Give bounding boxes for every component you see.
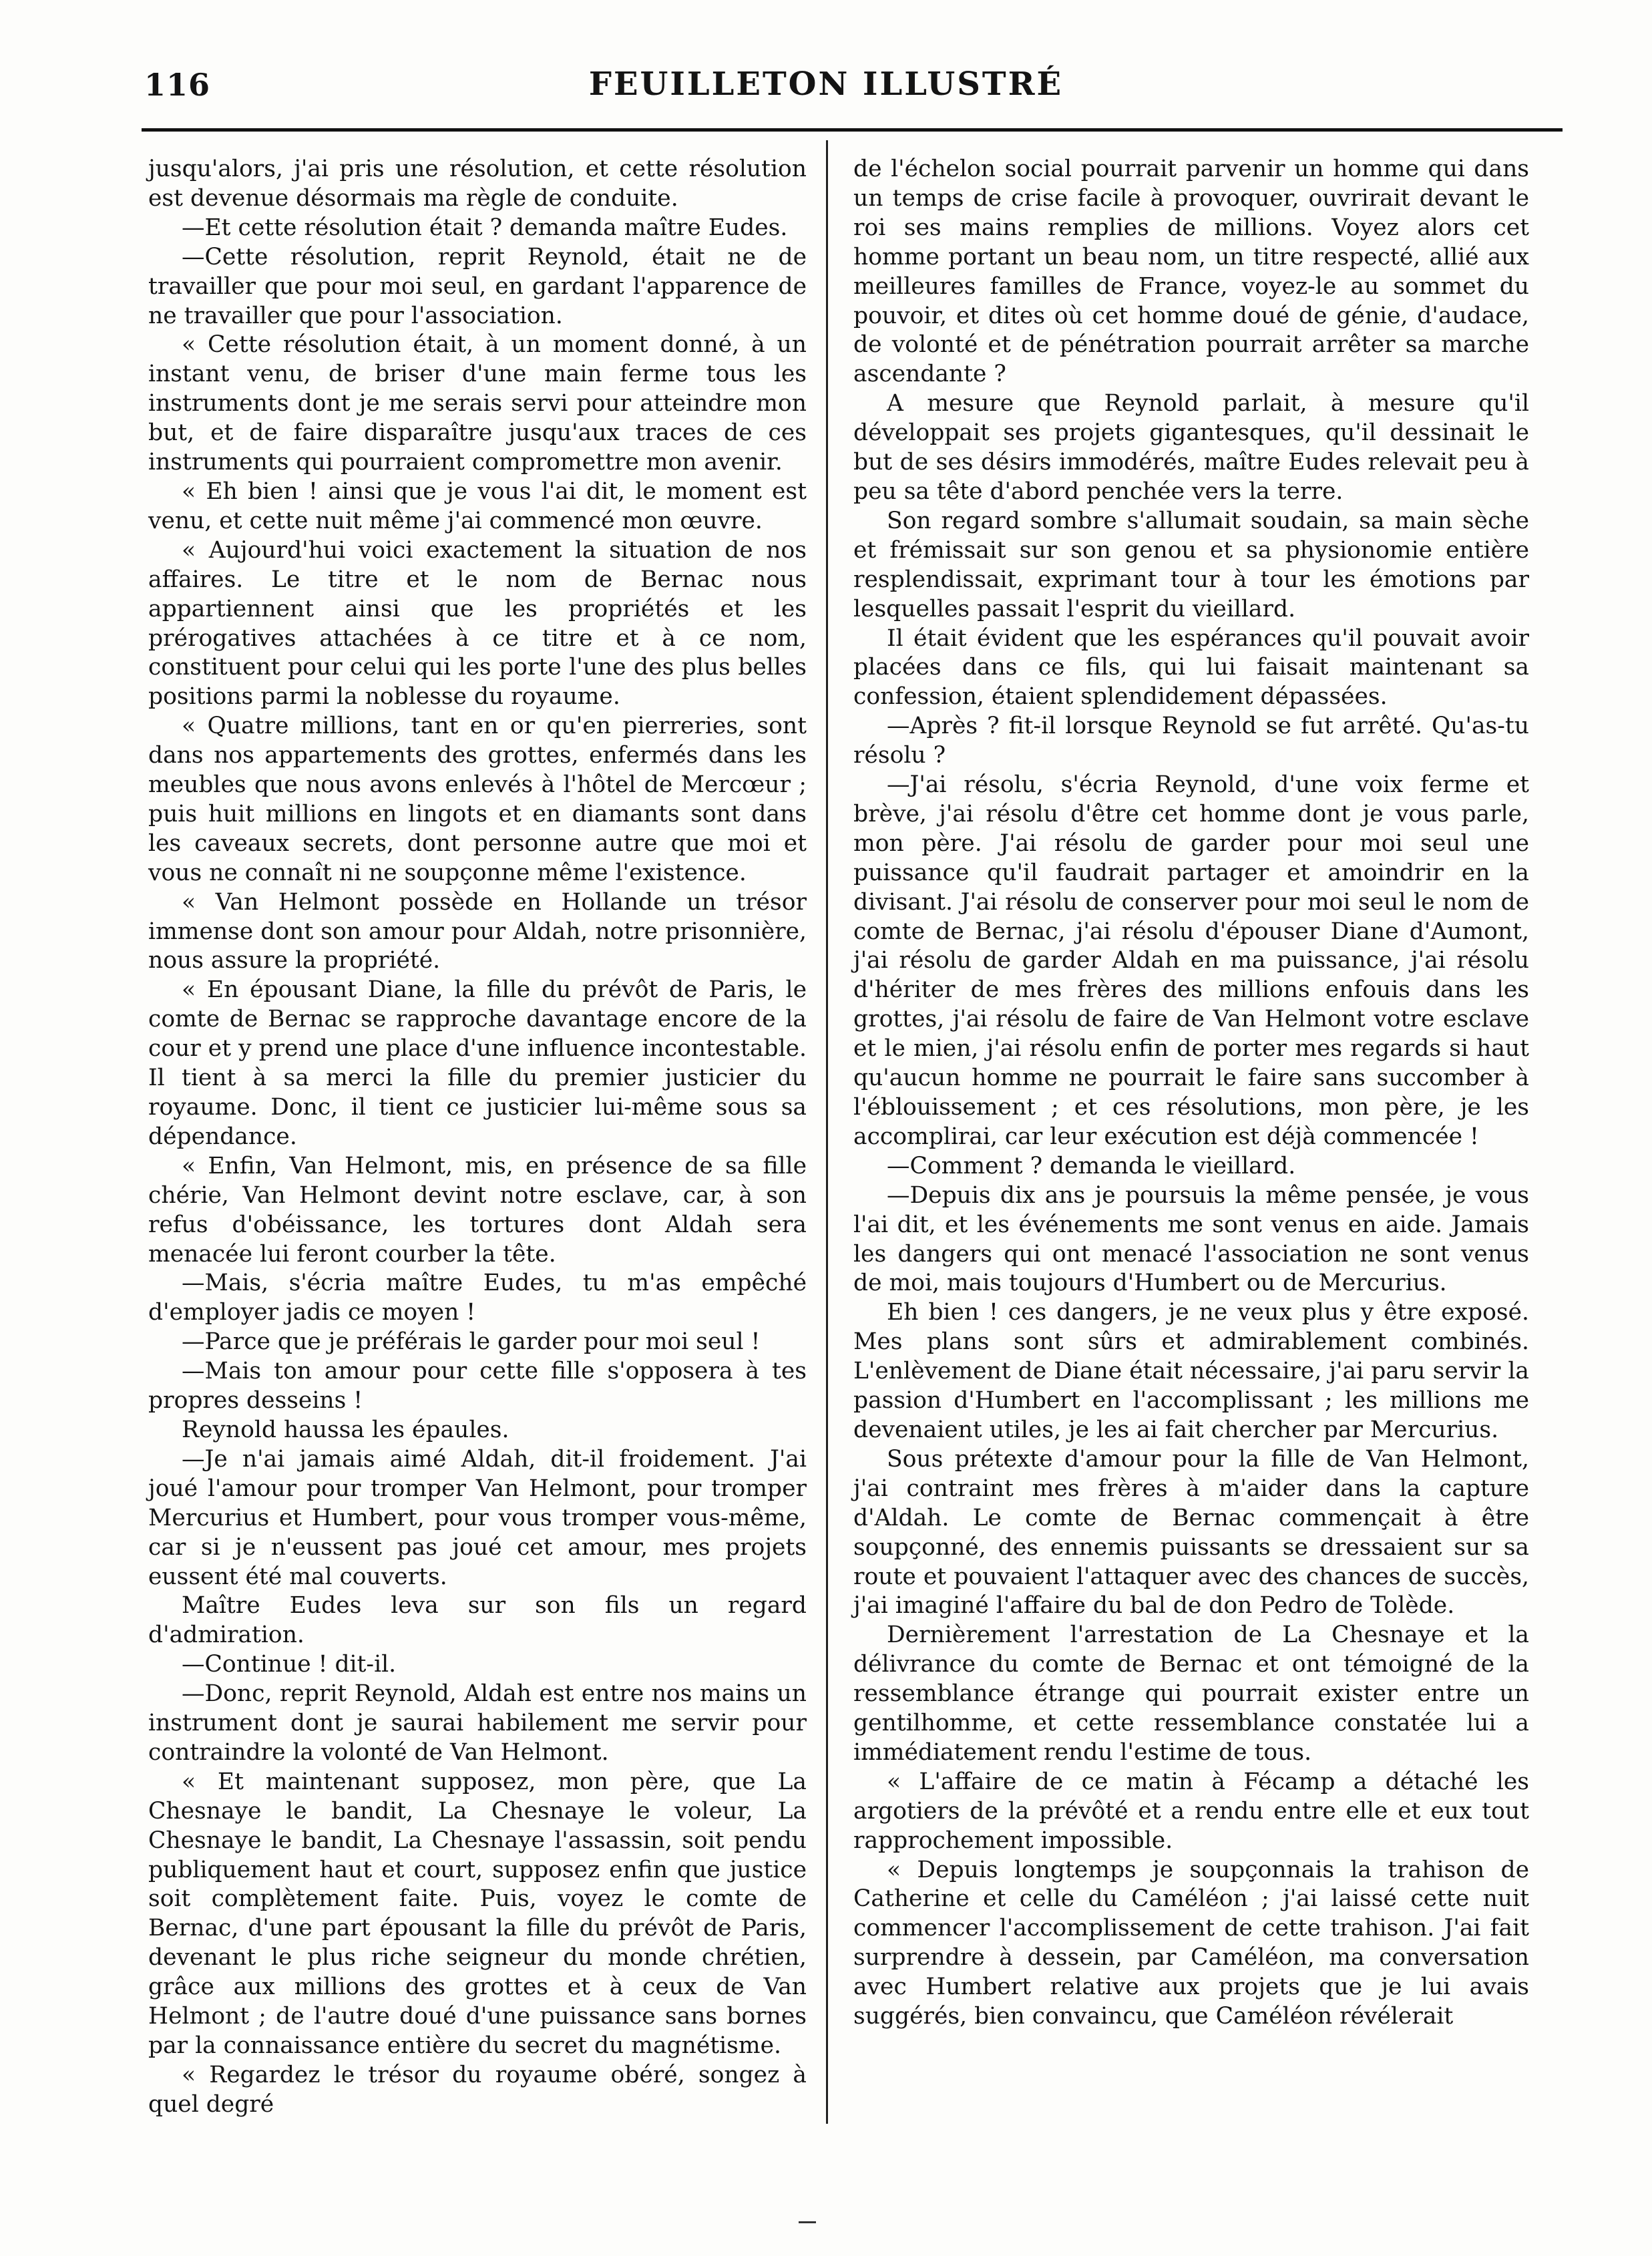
footer-dash bbox=[799, 2221, 816, 2223]
paragraph: jusqu'alors, j'ai pris une résolution, et cette résolution est devenue désormais ma règle de conduite. bbox=[148, 156, 807, 212]
paragraph: « Cette résolution était, à un moment donné, à un instant venu, de briser d'une main ferme tous les instruments dont je me serais servi pour atteindre mon but, et de faire disparaître jusqu'aux traces de ces instruments qui pourraient compromettre mon avenir. bbox=[148, 331, 807, 476]
paragraph: —Donc, reprit Reynold, Aldah est entre nos mains un instrument dont je saurai habilement me servir pour contraindre la volonté de Van Helmont. bbox=[148, 1680, 807, 1766]
paragraph: —Mais, s'écria maître Eudes, tu m'as empêché d'employer jadis ce moyen ! bbox=[148, 1270, 807, 1326]
paragraph: —Mais ton amour pour cette fille s'opposera à tes propres desseins ! bbox=[148, 1358, 807, 1415]
paragraph: « Aujourd'hui voici exactement la situation de nos affaires. Le titre et le nom de Bernac nous appartiennent ainsi que les propriétés et les prérogatives attachées à ce titre et à ce nom, constituent pour celui qui les porte l'une des plus belles positions parmi la noblesse du royaume. bbox=[148, 536, 807, 711]
paragraph: « L'affaire de ce matin à Fécamp a détaché les argotiers de la prévôté et a rendu entre elle et eux tout rapprochement impossible. bbox=[853, 1768, 1529, 1854]
paragraph: Sous prétexte d'amour pour la fille de Van Helmont, j'ai contraint mes frères à m'aider dans la capture d'Aldah. Le comte de Bernac commençait à être soupçonné, des ennemis puissants se dressaient sur sa route et pouvaient l'attaquer avec des chances de succès, j'ai imaginé l'affaire du bal de don Pedro de Tolède. bbox=[853, 1445, 1529, 1620]
paragraph: Eh bien ! ces dangers, je ne veux plus y être exposé. Mes plans sont sûrs et admirablement combinés. L'enlèvement de Diane était nécessaire, j'ai paru servir la passion d'Humbert en l'accomplissant ; les millions me devenaient utiles, je les ai fait chercher par Mercurius. bbox=[853, 1299, 1529, 1443]
paragraph: Maître Eudes leva sur son fils un regard d'admiration. bbox=[148, 1592, 807, 1649]
paragraph: —Après ? fit-il lorsque Reynold se fut arrêté. Qu'as-tu résolu ? bbox=[853, 713, 1529, 769]
paragraph: « En épousant Diane, la fille du prévôt de Paris, le comte de Bernac se rapproche davantage encore de la cour et y prend une place d'une influence incontestable. Il tient à sa merci la fille du premier justicier du royaume. Donc, il tient ce justicier lui-même sous sa dépendance. bbox=[148, 976, 807, 1150]
right-column bbox=[853, 155, 1529, 2032]
paragraph: A mesure que Reynold parlait, à mesure qu'il développait ses projets gigantesques, qu'il dessinait le but de ses désirs immodérés, maître Eudes relevait peu à peu sa tête d'abord penchée vers la terre. bbox=[853, 390, 1529, 505]
paragraph: « Eh bien ! ainsi que je vous l'ai dit, le moment est venu, et cette nuit même j'ai commencé mon œuvre. bbox=[148, 478, 807, 534]
page-number: 116 bbox=[144, 67, 211, 103]
paragraph: Dernièrement l'arrestation de La Chesnaye et la délivrance du comte de Bernac et ont témoigné de la ressemblance étrange qui pourrait exister entre un gentilhomme, et cette ressemblance constatée lui a immédiatement rendu l'estime de tous. bbox=[853, 1622, 1529, 1766]
paragraph: Il était évident que les espérances qu'il pouvait avoir placées dans ce fils, qui lui faisait maintenant sa confession, étaient splendidement dépassées. bbox=[853, 624, 1529, 711]
paragraph: —Parce que je préférais le garder pour moi seul ! bbox=[182, 1328, 761, 1356]
paragraph: de l'échelon social pourrait parvenir un homme qui dans un temps de crise facile à provoquer, ouvrirait devant le roi ses mains remplies de millions. Voyez alors cet homme portant un beau nom, un titre respecté, allié aux meilleures familles de France, voyez-le au sommet du pouvoir, et dites où cet homme doué de génie, d'audace, de volonté et de pénétration pourrait arrêter sa marche ascendante ? bbox=[853, 156, 1529, 388]
paragraph: « Regardez le trésor du royaume obéré, songez à quel degré bbox=[148, 2061, 807, 2118]
paragraph: —Cette résolution, reprit Reynold, était ne de travailler que pour moi seul, en gardant l'apparence de ne travailler que pour l'association. bbox=[148, 243, 807, 329]
paragraph: Son regard sombre s'allumait soudain, sa main sèche et frémissait sur son genou et sa physionomie entière resplendissait, exprimant tour à tour les émotions par lesquelles passait l'esprit du vieillard. bbox=[853, 507, 1529, 622]
paragraph: —Depuis dix ans je poursuis la même pensée, je vous l'ai dit, et les événements me sont venus en aide. Jamais les dangers qui ont menacé l'association ne sont venus de moi, mais toujours d'Humbert ou de Mercurius. bbox=[853, 1181, 1529, 1297]
journal-title: FEUILLETON ILLUSTRÉ bbox=[588, 65, 1064, 103]
paragraph: —Je n'ai jamais aimé Aldah, dit-il froidement. J'ai joué l'amour pour tromper Van Helmont, pour tromper Mercurius et Humbert, pour vous tromper vous-même, car si je n'eussent pas joué cet amour, mes projets eussent été mal couverts. bbox=[148, 1445, 807, 1590]
paragraph: « Quatre millions, tant en or qu'en pierreries, sont dans nos appartements des grottes, enfermés dans les meubles que nous avons enlevés à l'hôtel de Mercœur ; puis huit millions en lingots et en diamants sont dans les caveaux secrets, dont personne autre que moi et vous ne connaît ni ne soupçonne même l'existence. bbox=[148, 713, 807, 886]
paragraph: —J'ai résolu, s'écria Reynold, d'une voix ferme et brève, j'ai résolu d'être cet homme dont je vous parle, mon père. J'ai résolu de garder pour moi seul une puissance qu'il faudrait partager et amoindrir en la divisant. J'ai résolu de conserver pour moi seul le nom de comte de Bernac, j'ai résolu d'épouser Diane d'Aumont, j'ai résolu de garder Aldah en ma puissance, j'ai résolu d'hériter de mes frères des millions enfouis dans les grottes, j'ai résolu de faire de Van Helmont votre esclave et le mien, j'ai résolu enfin de porter mes regards si haut qu'aucun homme ne pourrait le faire sans succomber à l'éblouissement ; et ces résolutions, mon père, je les accomplirai, car leur exécution est déjà commencée ! bbox=[853, 771, 1529, 1150]
paragraph: « Enfin, Van Helmont, mis, en présence de sa fille chérie, Van Helmont devint notre esclave, car, à son refus d'obéissance, les tortures dont Aldah sera menacée lui feront courber la tête. bbox=[148, 1152, 807, 1268]
paragraph: « Et maintenant supposez, mon père, que La Chesnaye le bandit, La Chesnaye le voleur, La Chesnaye le bandit, La Chesnaye l'assassin, soit pendu publiquement haut et court, supposez enfin que justice soit complètement faite. Puis, voyez le comte de Bernac, d'une part épousant la fille du prévôt de Paris, devenant le plus riche seigneur du monde chrétien, grâce aux millions des grottes et à ceux de Van Helmont ; de l'autre doué d'une puissance sans bornes par la connaissance entière du secret du magnétisme. bbox=[148, 1768, 807, 2059]
paragraph: « Depuis longtemps je soupçonnais la trahison de Catherine et celle du Caméléon ; j'ai laissé cette nuit commencer l'accomplissement de cette trahison. J'ai fait surprendre à dessein, par Caméléon, ma conversation avec Humbert relative aux projets que je lui avais suggérés, bien convaincu, que Caméléon révélerait bbox=[853, 1856, 1529, 2030]
header-rule bbox=[142, 128, 1563, 132]
paragraph: —Continue ! dit-il. bbox=[182, 1651, 397, 1678]
paragraph: —Et cette résolution était ? demanda maître Eudes. bbox=[182, 214, 788, 241]
paragraph: « Van Helmont possède en Hollande un trésor immense dont son amour pour Aldah, notre prisonnière, nous assure la propriété. bbox=[148, 888, 807, 974]
column-rule bbox=[826, 140, 828, 2124]
paragraph: Reynold haussa les épaules. bbox=[182, 1416, 509, 1443]
paragraph: —Comment ? demanda le vieillard. bbox=[887, 1152, 1296, 1179]
left-column bbox=[148, 155, 807, 2120]
